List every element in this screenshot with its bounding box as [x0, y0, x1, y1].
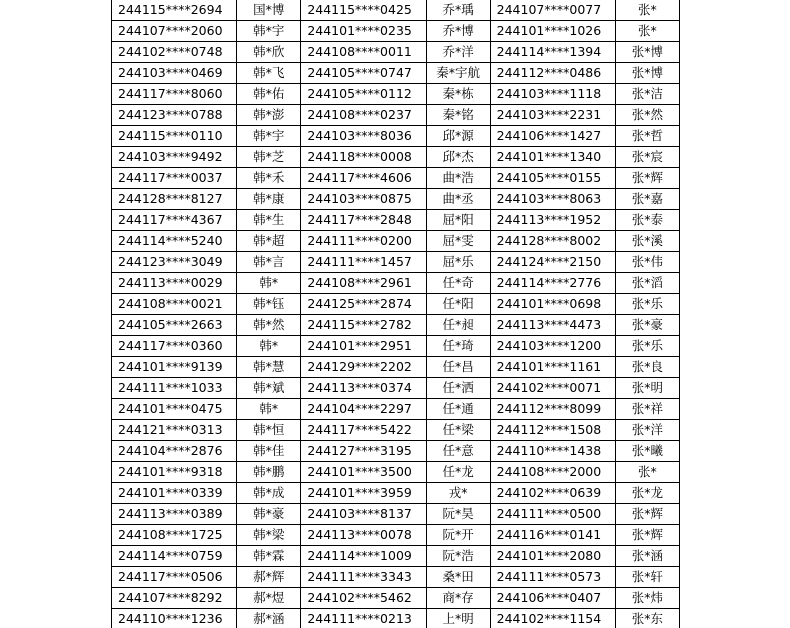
id-number-cell: 244103****9492 — [112, 147, 237, 168]
id-number-cell: 244113****0374 — [301, 378, 426, 399]
name-cell: 乔*瑀 — [426, 0, 490, 21]
name-cell: 韩*梁 — [237, 525, 301, 546]
id-number-cell: 244102****0639 — [490, 483, 615, 504]
name-cell: 上*明 — [426, 609, 490, 628]
name-cell: 韩* — [237, 336, 301, 357]
id-number-cell: 244106****1427 — [490, 126, 615, 147]
id-number-cell: 244102****1154 — [490, 609, 615, 628]
name-cell: 张*溪 — [615, 231, 679, 252]
name-cell: 韩*然 — [237, 315, 301, 336]
table-row — [112, 378, 680, 399]
table-row — [112, 84, 680, 105]
name-cell: 桑*田 — [426, 567, 490, 588]
name-cell: 张*博 — [615, 42, 679, 63]
id-number-cell: 244123****3049 — [112, 252, 237, 273]
name-cell: 张*祥 — [615, 399, 679, 420]
id-number-cell: 244103****0469 — [112, 63, 237, 84]
table-row — [112, 0, 680, 21]
name-cell: 曲*丞 — [426, 189, 490, 210]
id-number-cell: 244111****3343 — [301, 567, 426, 588]
name-cell: 曲*浩 — [426, 168, 490, 189]
name-cell: 张*涵 — [615, 546, 679, 567]
table-row — [112, 441, 680, 462]
id-number-cell: 244117****0037 — [112, 168, 237, 189]
name-cell: 韩*霖 — [237, 546, 301, 567]
id-number-cell: 244129****2202 — [301, 357, 426, 378]
id-number-cell: 244128****8002 — [490, 231, 615, 252]
name-cell: 韩*佑 — [237, 84, 301, 105]
id-number-cell: 244113****4473 — [490, 315, 615, 336]
name-cell: 张*良 — [615, 357, 679, 378]
name-cell: 任*阳 — [426, 294, 490, 315]
name-cell: 张*泰 — [615, 210, 679, 231]
id-number-cell: 244101****2951 — [301, 336, 426, 357]
table-row — [112, 168, 680, 189]
id-number-cell: 244111****1033 — [112, 378, 237, 399]
id-number-cell: 244115****0110 — [112, 126, 237, 147]
name-cell: 张*豪 — [615, 315, 679, 336]
table-row — [112, 504, 680, 525]
id-number-cell: 244108****0237 — [301, 105, 426, 126]
id-number-cell: 244101****1026 — [490, 21, 615, 42]
table-row — [112, 231, 680, 252]
name-cell: 张*乐 — [615, 294, 679, 315]
name-cell: 张*龙 — [615, 483, 679, 504]
name-cell: 阮*开 — [426, 525, 490, 546]
name-cell: 韩*豪 — [237, 504, 301, 525]
id-number-cell: 244111****0213 — [301, 609, 426, 628]
table-row — [112, 420, 680, 441]
name-cell: 阮*昊 — [426, 504, 490, 525]
id-number-cell: 244101****0235 — [301, 21, 426, 42]
id-number-cell: 244113****0029 — [112, 273, 237, 294]
id-number-cell: 244112****8099 — [490, 399, 615, 420]
table-row — [112, 546, 680, 567]
table-row — [112, 462, 680, 483]
id-number-cell: 244105****0112 — [301, 84, 426, 105]
name-cell: 任*通 — [426, 399, 490, 420]
name-cell: 戎* — [426, 483, 490, 504]
name-cell: 张*滔 — [615, 273, 679, 294]
id-number-cell: 244117****4367 — [112, 210, 237, 231]
name-cell: 韩*宇 — [237, 21, 301, 42]
id-number-cell: 244108****1725 — [112, 525, 237, 546]
table-row — [112, 315, 680, 336]
id-number-cell: 244110****1438 — [490, 441, 615, 462]
name-cell: 张* — [615, 462, 679, 483]
id-number-cell: 244107****2060 — [112, 21, 237, 42]
table-row — [112, 42, 680, 63]
id-number-cell: 244103****8036 — [301, 126, 426, 147]
table-row — [112, 609, 680, 628]
name-cell: 阮*浩 — [426, 546, 490, 567]
id-number-cell: 244103****1200 — [490, 336, 615, 357]
id-number-cell: 244125****2874 — [301, 294, 426, 315]
id-number-cell: 244128****8127 — [112, 189, 237, 210]
name-cell: 韩*钰 — [237, 294, 301, 315]
name-cell: 张*辉 — [615, 168, 679, 189]
id-number-cell: 244101****1340 — [490, 147, 615, 168]
id-number-cell: 244101****9139 — [112, 357, 237, 378]
name-cell: 韩*宇 — [237, 126, 301, 147]
name-cell: 任*昶 — [426, 315, 490, 336]
id-number-cell: 244101****0475 — [112, 399, 237, 420]
name-cell: 韩*鹏 — [237, 462, 301, 483]
id-number-cell: 244101****0698 — [490, 294, 615, 315]
table-row — [112, 147, 680, 168]
id-number-cell: 244103****0875 — [301, 189, 426, 210]
id-number-cell: 244105****2663 — [112, 315, 237, 336]
name-cell: 张*辉 — [615, 525, 679, 546]
name-cell: 郝*辉 — [237, 567, 301, 588]
name-cell: 韩*恒 — [237, 420, 301, 441]
id-number-cell: 244113****0078 — [301, 525, 426, 546]
table-row — [112, 483, 680, 504]
table-row — [112, 399, 680, 420]
id-number-cell: 244121****0313 — [112, 420, 237, 441]
id-number-cell: 244114****1009 — [301, 546, 426, 567]
name-cell: 张*宸 — [615, 147, 679, 168]
name-cell: 邱*源 — [426, 126, 490, 147]
id-number-cell: 244111****0500 — [490, 504, 615, 525]
id-number-cell: 244114****1394 — [490, 42, 615, 63]
name-cell: 张*乐 — [615, 336, 679, 357]
name-cell: 韩*慧 — [237, 357, 301, 378]
id-number-cell: 244103****1118 — [490, 84, 615, 105]
name-cell: 张*轩 — [615, 567, 679, 588]
name-cell: 秦*宇航 — [426, 63, 490, 84]
name-cell: 任*龙 — [426, 462, 490, 483]
id-number-cell: 244101****3500 — [301, 462, 426, 483]
id-number-cell: 244102****5462 — [301, 588, 426, 609]
name-cell: 邱*杰 — [426, 147, 490, 168]
id-number-cell: 244115****0425 — [301, 0, 426, 21]
id-number-cell: 244115****2694 — [112, 0, 237, 21]
name-cell: 张*东 — [615, 609, 679, 628]
id-number-cell: 244110****1236 — [112, 609, 237, 628]
name-cell: 任*洒 — [426, 378, 490, 399]
id-number-cell: 244104****2876 — [112, 441, 237, 462]
name-cell: 韩* — [237, 273, 301, 294]
id-number-cell: 244113****1952 — [490, 210, 615, 231]
id-number-cell: 244118****0008 — [301, 147, 426, 168]
name-cell: 韩*飞 — [237, 63, 301, 84]
name-cell: 张* — [615, 21, 679, 42]
table-row — [112, 126, 680, 147]
table-row — [112, 525, 680, 546]
id-number-cell: 244105****0747 — [301, 63, 426, 84]
name-cell: 商*存 — [426, 588, 490, 609]
id-number-cell: 244106****0407 — [490, 588, 615, 609]
id-number-cell: 244101****1161 — [490, 357, 615, 378]
name-cell: 任*意 — [426, 441, 490, 462]
name-cell: 屈*阳 — [426, 210, 490, 231]
table-row — [112, 189, 680, 210]
name-cell: 郝*涵 — [237, 609, 301, 628]
name-cell: 韩*斌 — [237, 378, 301, 399]
id-number-cell: 244117****4606 — [301, 168, 426, 189]
id-number-cell: 244114****5240 — [112, 231, 237, 252]
name-cell: 任*昌 — [426, 357, 490, 378]
candidate-table-body — [112, 0, 680, 628]
name-cell: 张*伟 — [615, 252, 679, 273]
table-row — [112, 294, 680, 315]
name-cell: 张*辉 — [615, 504, 679, 525]
spreadsheet-page — [111, 0, 680, 628]
name-cell: 韩*禾 — [237, 168, 301, 189]
id-number-cell: 244102****0748 — [112, 42, 237, 63]
name-cell: 郝*煜 — [237, 588, 301, 609]
name-cell: 韩*超 — [237, 231, 301, 252]
name-cell: 国*博 — [237, 0, 301, 21]
id-number-cell: 244114****2776 — [490, 273, 615, 294]
id-number-cell: 244127****3195 — [301, 441, 426, 462]
name-cell: 韩*康 — [237, 189, 301, 210]
id-number-cell: 244124****2150 — [490, 252, 615, 273]
id-number-cell: 244103****8137 — [301, 504, 426, 525]
id-number-cell: 244103****8063 — [490, 189, 615, 210]
id-number-cell: 244108****2000 — [490, 462, 615, 483]
name-cell: 张*洁 — [615, 84, 679, 105]
candidate-table — [111, 0, 680, 628]
name-cell: 韩*欣 — [237, 42, 301, 63]
id-number-cell: 244117****2848 — [301, 210, 426, 231]
id-number-cell: 244101****3959 — [301, 483, 426, 504]
id-number-cell: 244112****1508 — [490, 420, 615, 441]
id-number-cell: 244113****0389 — [112, 504, 237, 525]
id-number-cell: 244115****2782 — [301, 315, 426, 336]
id-number-cell: 244101****0339 — [112, 483, 237, 504]
id-number-cell: 244108****2961 — [301, 273, 426, 294]
name-cell: 韩*生 — [237, 210, 301, 231]
name-cell: 韩*芝 — [237, 147, 301, 168]
name-cell: 张*洋 — [615, 420, 679, 441]
name-cell: 韩* — [237, 399, 301, 420]
table-row — [112, 273, 680, 294]
id-number-cell: 244114****0759 — [112, 546, 237, 567]
id-number-cell: 244117****8060 — [112, 84, 237, 105]
name-cell: 张*嘉 — [615, 189, 679, 210]
name-cell: 张* — [615, 0, 679, 21]
name-cell: 韩*言 — [237, 252, 301, 273]
name-cell: 任*梁 — [426, 420, 490, 441]
name-cell: 张*哲 — [615, 126, 679, 147]
table-row — [112, 252, 680, 273]
id-number-cell: 244116****0141 — [490, 525, 615, 546]
table-row — [112, 63, 680, 84]
name-cell: 任*奇 — [426, 273, 490, 294]
id-number-cell: 244117****5422 — [301, 420, 426, 441]
name-cell: 韩*澎 — [237, 105, 301, 126]
id-number-cell: 244103****2231 — [490, 105, 615, 126]
id-number-cell: 244105****0155 — [490, 168, 615, 189]
id-number-cell: 244123****0788 — [112, 105, 237, 126]
name-cell: 张*然 — [615, 105, 679, 126]
name-cell: 任*琦 — [426, 336, 490, 357]
name-cell: 张*曦 — [615, 441, 679, 462]
name-cell: 乔*博 — [426, 21, 490, 42]
table-row — [112, 567, 680, 588]
table-row — [112, 210, 680, 231]
name-cell: 张*博 — [615, 63, 679, 84]
id-number-cell: 244101****9318 — [112, 462, 237, 483]
id-number-cell: 244102****0071 — [490, 378, 615, 399]
name-cell: 张*明 — [615, 378, 679, 399]
id-number-cell: 244117****0360 — [112, 336, 237, 357]
id-number-cell: 244112****0486 — [490, 63, 615, 84]
id-number-cell: 244111****1457 — [301, 252, 426, 273]
name-cell: 秦*栋 — [426, 84, 490, 105]
name-cell: 乔*洋 — [426, 42, 490, 63]
name-cell: 屈*雯 — [426, 231, 490, 252]
table-row — [112, 105, 680, 126]
name-cell: 韩*佳 — [237, 441, 301, 462]
table-row — [112, 336, 680, 357]
table-row — [112, 588, 680, 609]
id-number-cell: 244111****0573 — [490, 567, 615, 588]
id-number-cell: 244107****0077 — [490, 0, 615, 21]
name-cell: 韩*成 — [237, 483, 301, 504]
id-number-cell: 244104****2297 — [301, 399, 426, 420]
id-number-cell: 244108****0021 — [112, 294, 237, 315]
id-number-cell: 244101****2080 — [490, 546, 615, 567]
id-number-cell: 244111****0200 — [301, 231, 426, 252]
id-number-cell: 244117****0506 — [112, 567, 237, 588]
name-cell: 张*炜 — [615, 588, 679, 609]
name-cell: 秦*铭 — [426, 105, 490, 126]
table-row — [112, 21, 680, 42]
id-number-cell: 244108****0011 — [301, 42, 426, 63]
table-row — [112, 357, 680, 378]
name-cell: 屈*乐 — [426, 252, 490, 273]
id-number-cell: 244107****8292 — [112, 588, 237, 609]
